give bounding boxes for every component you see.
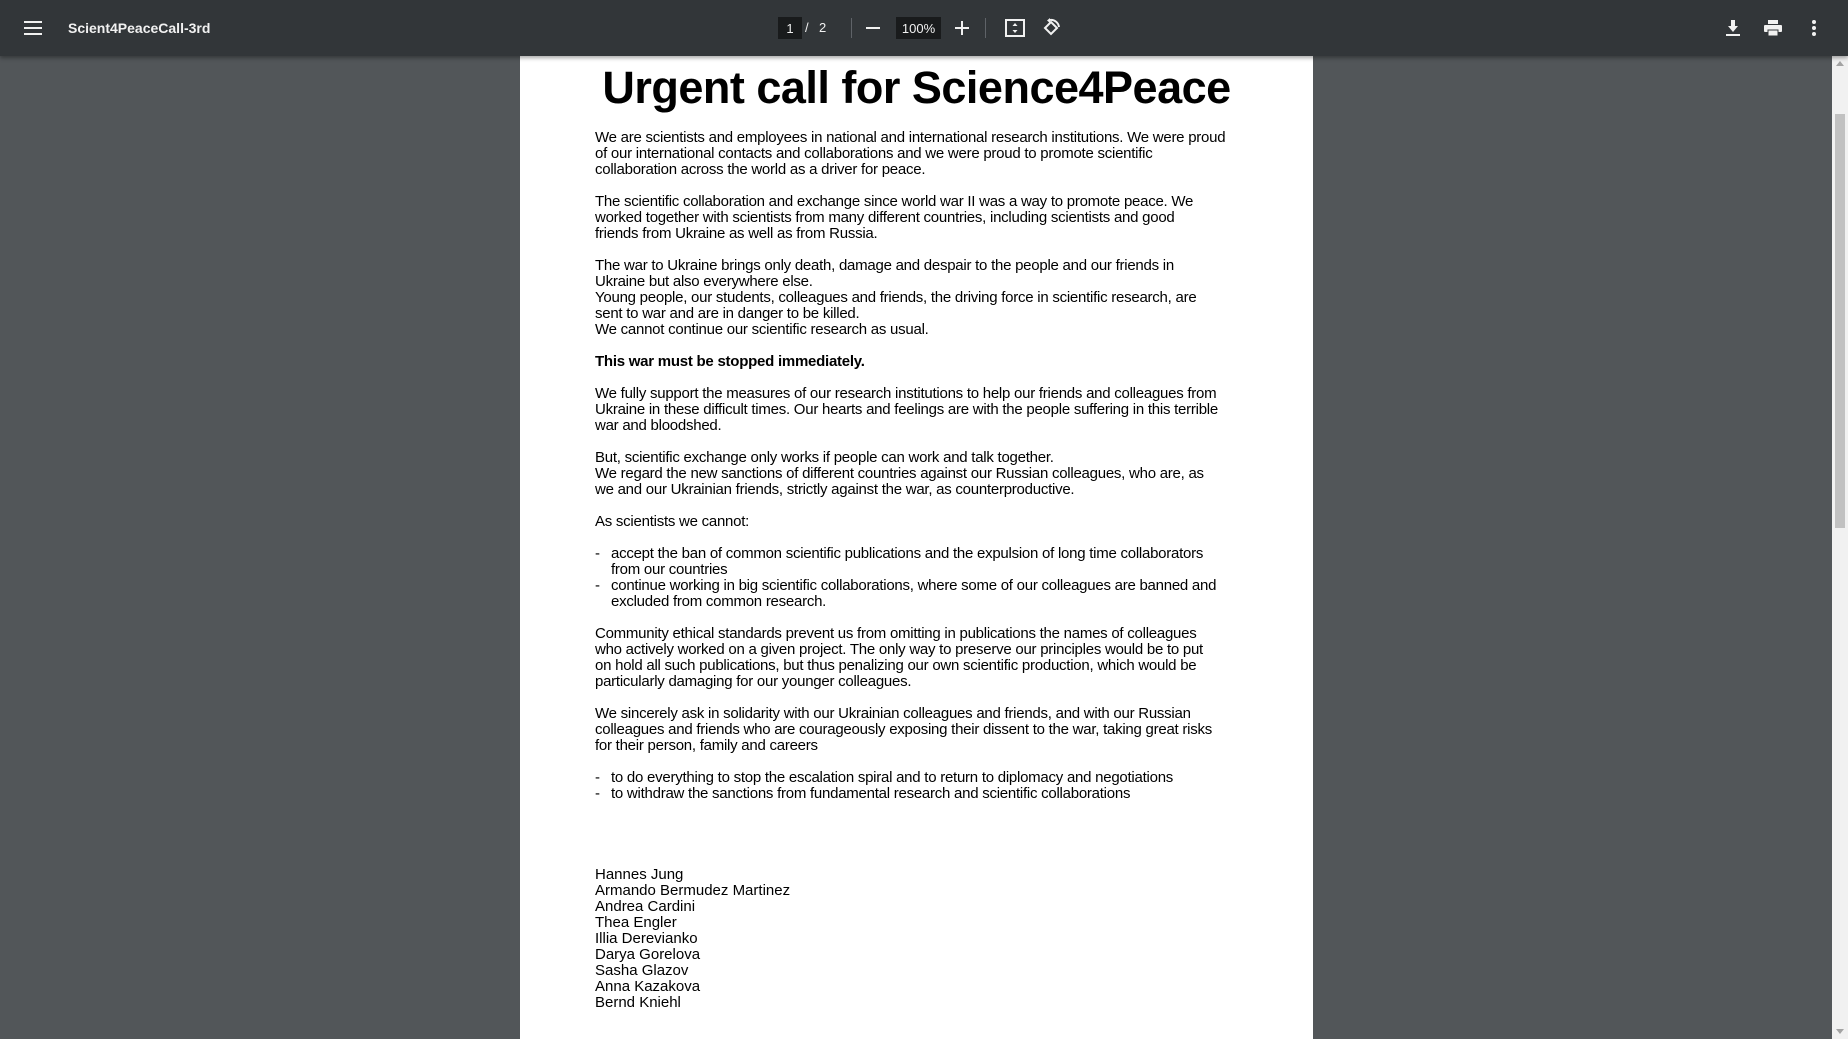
paragraph [595,386,1295,434]
bullet-dash: - [595,577,600,594]
bullet-dash: - [595,785,600,802]
text-line: We fully support the measures of our research institutions to help our friends and colleagues from [595,385,1217,402]
hamburger-menu-icon[interactable] [19,14,47,42]
paragraph-gap [595,498,1295,514]
bullet-dash: - [595,769,600,786]
paragraph [595,130,1295,178]
paragraph [595,450,1295,498]
paragraph [595,514,1295,530]
zoom-level-input[interactable]: 100% [896,17,941,39]
signatory-name: Armando Bermudez Martinez [595,882,791,899]
text-line: We are scientists and employees in national and international research institutions. We were proud [595,129,1226,146]
text-line: friends from Ukraine as well as from Russia. [595,225,878,242]
text-line: to withdraw the sanctions from fundamental research and scientific collaborations [611,785,1131,802]
bullet-item [595,786,1295,802]
scroll-down-arrow-icon[interactable] [1836,1029,1844,1034]
bullet-dash: - [595,545,600,562]
document-body [595,130,1295,802]
text-line: accept the ban of common scientific publications and the expulsion of long time collaborators [611,545,1204,562]
paragraph [595,258,1295,338]
text-line: Ukraine but also everywhere else. [595,273,813,290]
text-line: The scientific collaboration and exchange since world war II was a way to promote peace. We [595,193,1194,210]
pdf-toolbar [0,0,1848,56]
text-line: particularly damaging for our younger colleagues. [595,673,912,690]
signatory-name: Andrea Cardini [595,898,696,915]
text-line: Young people, our students, colleagues and friends, the driving force in scientific research, are [595,289,1197,306]
paragraph-gap [595,754,1295,770]
bullet-text [611,578,1295,610]
text-line: collaboration across the world as a driver for peace. [595,161,926,178]
text-line: of our international contacts and collaborations and we were proud to promote scientific [595,145,1153,162]
text-line: We sincerely ask in solidarity with our Ukrainian colleagues and friends, and with our Russian [595,705,1191,722]
print-icon[interactable] [1759,14,1787,42]
text-line: colleagues and friends who are courageously exposing their dissent to the war, taking great risks [595,721,1212,738]
paragraph-gap [595,434,1295,450]
paragraph [595,626,1295,690]
scrollbar-thumb[interactable] [1835,114,1845,528]
paragraph-gap [595,338,1295,354]
more-vertical-icon[interactable] [1800,14,1828,42]
minus-icon[interactable] [859,14,887,42]
text-line: This war must be stopped immediately. [595,353,865,370]
text-line: excluded from common research. [611,593,827,610]
text-line: But, scientific exchange only works if people can work and talk together. [595,449,1054,466]
signatory-name: Illia Derevianko [595,930,698,947]
text-line: Ukraine in these difficult times. Our hearts and feelings are with the people suffering in this terrible [595,401,1218,418]
fit-to-page-icon[interactable] [1001,14,1029,42]
text-line: for their person, family and careers [595,737,818,754]
vertical-scrollbar[interactable] [1832,56,1848,1039]
current-page-input[interactable]: 1 [778,17,802,39]
paragraph [595,194,1295,242]
paragraph-gap [595,242,1295,258]
bullet-text [611,786,1295,802]
text-line: war and bloodshed. [595,417,722,434]
paragraph [595,706,1295,754]
document-title: Scient4PeaceCall-3rd [68,20,211,36]
paragraph-gap [595,610,1295,626]
text-line: on hold all such publications, but thus penalizing our own scientific production, which would be [595,657,1197,674]
bullet-text [611,546,1295,578]
signatory-name: Anna Kazakova [595,978,701,995]
paragraph-gap [595,530,1295,546]
text-line: We cannot continue our scientific research as usual. [595,321,929,338]
text-line: As scientists we cannot: [595,513,750,530]
pdf-page [520,56,1313,1039]
document-heading: Urgent call for Science4Peace [602,62,1231,113]
signatory-name: Bernd Kniehl [595,994,681,1011]
bullet-text [611,770,1295,786]
signatory-name: Hannes Jung [595,866,684,883]
text-line: to do everything to stop the escalation spiral and to return to diplomacy and negotiations [611,769,1174,786]
paragraph-gap [595,370,1295,386]
text-line: We regard the new sanctions of different countries against our Russian colleagues, who are, as [595,465,1204,482]
scroll-up-arrow-icon[interactable] [1836,61,1844,66]
bold-statement [595,354,1295,370]
text-line: The war to Ukraine brings only death, damage and despair to the people and our friends in [595,257,1174,274]
signatory-name: Sasha Glazov [595,962,689,979]
paragraph-gap [595,690,1295,706]
text-line: who actively worked on a given project. The only way to preserve our principles would be to put [595,641,1203,658]
signatory-name: Darya Gorelova [595,946,701,963]
download-icon[interactable] [1719,14,1747,42]
text-line: we and our Ukrainian friends, strictly against the war, as counterproductive. [595,481,1075,498]
toolbar-divider [851,18,852,38]
text-line: from our countries [611,561,728,578]
signatory-name: Thea Engler [595,914,677,931]
plus-icon[interactable] [948,14,976,42]
paragraph-gap [595,178,1295,194]
rotate-counterclockwise-icon[interactable] [1037,14,1065,42]
bullet-item [595,770,1295,786]
toolbar-divider [985,18,986,38]
text-line: Community ethical standards prevent us from omitting in publications the names of colleagues [595,625,1197,642]
total-pages: 2 [819,20,827,35]
bullet-item [595,546,1295,578]
text-line: continue working in big scientific collaborations, where some of our colleagues are banned and [611,577,1217,594]
page-separator: / [805,20,809,35]
bullet-item [595,578,1295,610]
text-line: sent to war and are in danger to be killed. [595,305,860,322]
text-line: worked together with scientists from many different countries, including scientists and good [595,209,1175,226]
signatories-list [595,867,790,1011]
